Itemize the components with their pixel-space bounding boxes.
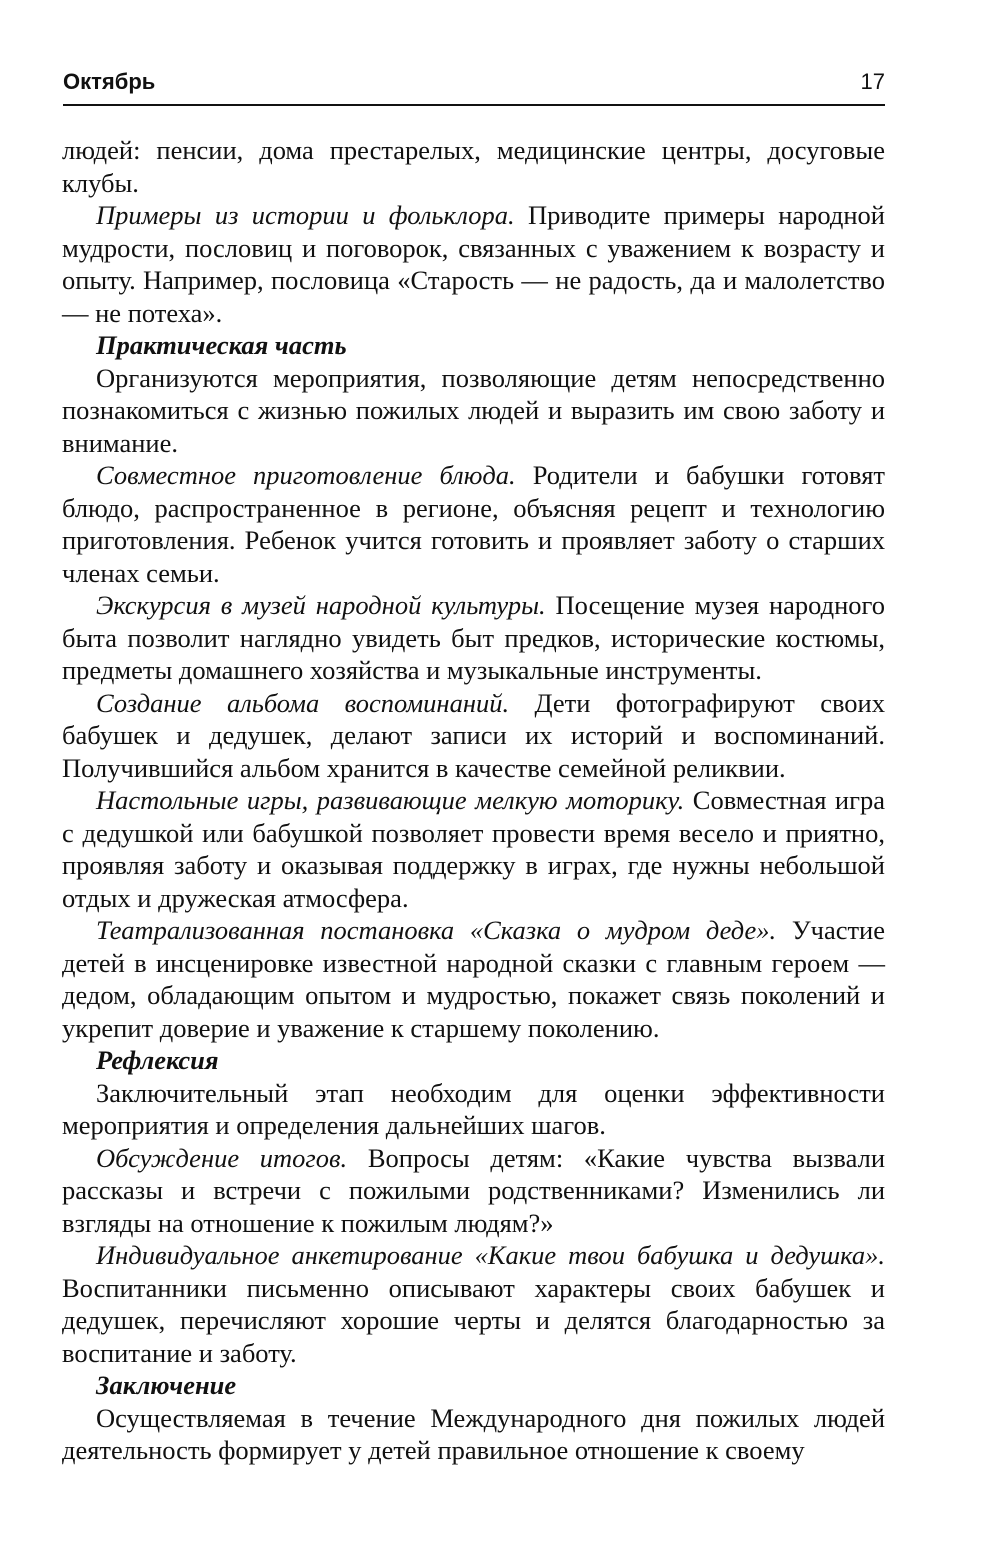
paragraph-text: Заключительный этап необходим для оценки эффективности мероприятия и определения дальнейших шагов. xyxy=(62,1077,885,1140)
paragraph-term: Создание альбома воспоминаний. xyxy=(96,687,510,718)
paragraph-text: Организуются мероприятия, позволяющие детям непосредственно познакомиться с жизнью пожилых людей и выразить им свою заботу и внимание. xyxy=(62,362,885,458)
running-title: Октябрь xyxy=(63,69,156,94)
paragraph xyxy=(62,1077,885,1142)
paragraph-term: Примеры из истории и фольклора. xyxy=(96,200,515,230)
body-text xyxy=(62,134,885,1467)
section-heading-practical: Практическая часть xyxy=(96,330,347,360)
paragraph-term: Театрализованная постановка «Сказка о мудром деде». xyxy=(96,915,777,945)
paragraph xyxy=(62,687,885,785)
paragraph-text: Осуществляемая в течение Международного дня пожилых людей деятельность формирует у детей правильное отношение к своему xyxy=(62,1402,885,1465)
paragraph xyxy=(62,1239,885,1369)
paragraph-text: Посещение музея народного быта позволит наглядно увидеть быт предков, исторические костюмы, предметы домашнего хозяйства и музыкальные инструменты. xyxy=(62,590,886,685)
paragraph-text: Дети фотографируют своих бабушек и дедушек, делают записи их историй и воспоминаний. Получившийся альбом хранится в качестве семейной реликвии. xyxy=(62,687,885,783)
paragraph-term: Экскурсия в музей народной культуры. xyxy=(96,590,546,620)
paragraph xyxy=(62,1142,885,1240)
paragraph-text: людей: пенсии, дома престарелых, медицинские центры, досуговые клубы. xyxy=(62,135,885,198)
paragraph-term: Индивидуальное анкетирование «Какие твои бабушка и дедушка». xyxy=(96,1240,885,1270)
paragraph-text: Совместная игра с дедушкой или бабушкой позволяет провести время весело и приятно, проявляя заботу и оказывая поддержку в играх, где нужны небольшой отдых и дружеская атмосфера. xyxy=(62,785,885,913)
paragraph xyxy=(62,199,885,329)
paragraph xyxy=(62,134,885,199)
paragraph-text: Вопросы детям: «Какие чувства вызвали рассказы и встречи с пожилыми родственниками? Изменились ли взгляды на отношение к пожилым людям?» xyxy=(62,1142,885,1238)
paragraph xyxy=(62,459,885,589)
paragraph-term: Настольные игры, развивающие мелкую моторику. xyxy=(96,785,685,815)
paragraph xyxy=(62,1402,885,1467)
header-rule xyxy=(63,104,885,106)
paragraph xyxy=(62,589,885,687)
paragraph-term: Обсуждение итогов. xyxy=(96,1142,348,1173)
paragraph xyxy=(62,784,885,914)
paragraph-text: Воспитанники письменно описывают характеры своих бабушек и дедушек, перечисляют хорошие черты и делятся благодарностью за воспитание и заботу. xyxy=(62,1272,885,1368)
paragraph xyxy=(62,362,885,460)
paragraph-term: Совместное приготовление блюда. xyxy=(96,460,516,490)
page-number: 17 xyxy=(860,69,885,94)
paragraph-text: Родители и бабушки готовят блюдо, распространенное в регионе, объясняя рецепт и технологию приготовления. Ребенок учится готовить и проявляет заботу о старших членах семьи. xyxy=(62,460,885,588)
running-head xyxy=(63,66,885,98)
paragraph-text: Приводите примеры народной мудрости, пословиц и поговорок, связанных с уважением к возрасту и опыту. Например, пословица «Старость — не радость, да и малолетство — не потеха». xyxy=(62,200,885,328)
paragraph xyxy=(62,914,885,1044)
section-heading-reflection: Рефлексия xyxy=(96,1045,219,1075)
section-heading-conclusion: Заключение xyxy=(96,1370,237,1400)
paragraph-text: Участие детей в инсценировке известной народной сказки с главным героем — дедом, обладающим опытом и мудростью, покажет связь поколений и укрепит доверие и уважение к старшему поколению. xyxy=(62,915,885,1043)
